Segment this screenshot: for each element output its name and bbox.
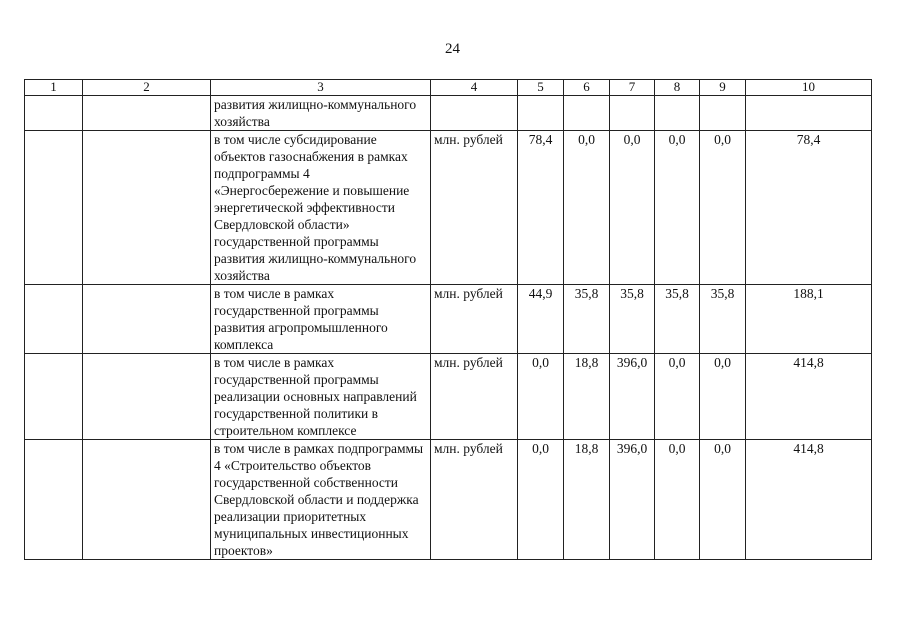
row-value: 18,8	[564, 354, 610, 440]
table-row	[25, 131, 872, 285]
row-value: 44,9	[518, 285, 564, 354]
column-header: 6	[564, 80, 610, 96]
column-header: 9	[700, 80, 746, 96]
cell-col-2	[83, 285, 211, 354]
row-value: 0,0	[655, 131, 700, 285]
row-value: 78,4	[518, 131, 564, 285]
row-description: в том числе субсидирование объектов газоснабжения в рамках подпрограммы 4 «Энергосбережение и повышение энергетической эффективности Свердловской области» государственной программы развития жилищно-коммунального хозяйства	[211, 131, 431, 285]
row-value	[655, 96, 700, 131]
column-header: 10	[746, 80, 872, 96]
row-value: 0,0	[518, 440, 564, 560]
column-header: 1	[25, 80, 83, 96]
table-row	[25, 440, 872, 560]
column-header: 2	[83, 80, 211, 96]
row-unit: млн. рублей	[431, 131, 518, 285]
row-value: 0,0	[700, 354, 746, 440]
row-value: 35,8	[655, 285, 700, 354]
data-table	[24, 79, 872, 560]
row-value: 0,0	[564, 131, 610, 285]
row-unit: млн. рублей	[431, 354, 518, 440]
page-number: 24	[445, 41, 460, 57]
row-value: 18,8	[564, 440, 610, 560]
row-value	[610, 96, 655, 131]
cell-col-2	[83, 440, 211, 560]
cell-col-2	[83, 354, 211, 440]
row-description: в том числе в рамках государственной программы реализации основных направлений государственной политики в строительном комплексе	[211, 354, 431, 440]
row-value	[518, 96, 564, 131]
cell-col-1	[25, 354, 83, 440]
cell-col-2	[83, 131, 211, 285]
row-total: 188,1	[746, 285, 872, 354]
row-value: 35,8	[564, 285, 610, 354]
row-value: 0,0	[700, 440, 746, 560]
cell-col-2	[83, 96, 211, 131]
row-total: 78,4	[746, 131, 872, 285]
row-value	[564, 96, 610, 131]
row-description: в том числе в рамках подпрограммы 4 «Строительство объектов государственной собственности Свердловской области и поддержка реализации приоритетных муниципальных инвестиционных проектов»	[211, 440, 431, 560]
row-value: 0,0	[655, 354, 700, 440]
row-total	[746, 96, 872, 131]
table-row	[25, 354, 872, 440]
table-row	[25, 96, 872, 131]
column-header: 7	[610, 80, 655, 96]
column-header: 4	[431, 80, 518, 96]
cell-col-1	[25, 440, 83, 560]
row-unit	[431, 96, 518, 131]
row-description: в том числе в рамках государственной программы развития агропромышленного комплекса	[211, 285, 431, 354]
row-total: 414,8	[746, 440, 872, 560]
row-description: развития жилищно-коммунального хозяйства	[211, 96, 431, 131]
column-number-row	[25, 80, 872, 96]
column-header: 3	[211, 80, 431, 96]
row-value: 396,0	[610, 440, 655, 560]
column-header: 5	[518, 80, 564, 96]
row-value: 35,8	[700, 285, 746, 354]
table-body	[25, 80, 872, 560]
row-value: 0,0	[700, 131, 746, 285]
row-value: 396,0	[610, 354, 655, 440]
cell-col-1	[25, 131, 83, 285]
row-unit: млн. рублей	[431, 285, 518, 354]
row-total: 414,8	[746, 354, 872, 440]
row-value: 35,8	[610, 285, 655, 354]
column-header: 8	[655, 80, 700, 96]
row-value: 0,0	[518, 354, 564, 440]
cell-col-1	[25, 96, 83, 131]
row-unit: млн. рублей	[431, 440, 518, 560]
row-value	[700, 96, 746, 131]
table-row	[25, 285, 872, 354]
row-value: 0,0	[655, 440, 700, 560]
row-value: 0,0	[610, 131, 655, 285]
cell-col-1	[25, 285, 83, 354]
